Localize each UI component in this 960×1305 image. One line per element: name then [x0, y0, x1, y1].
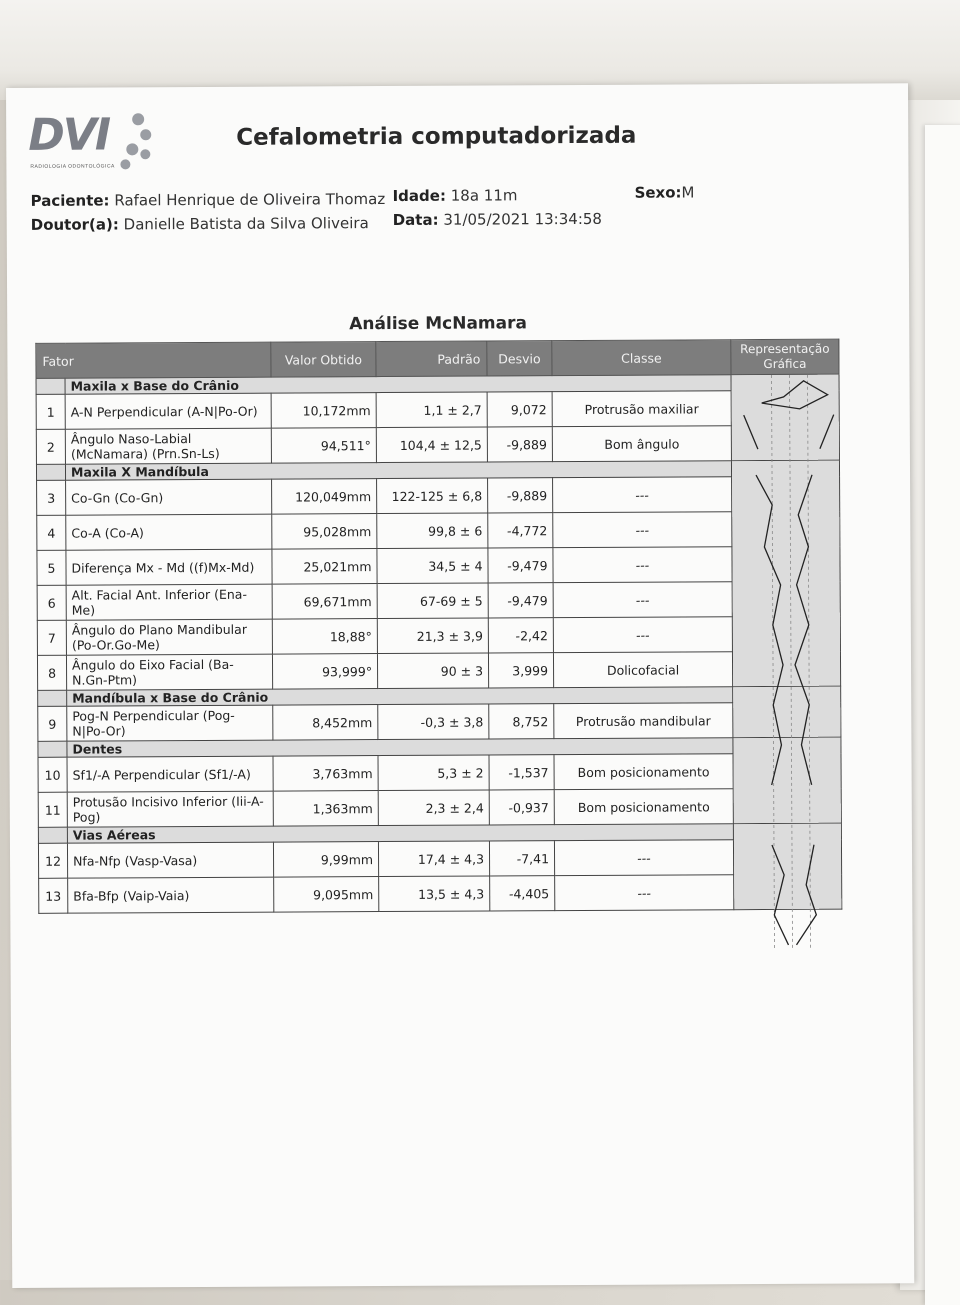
row-fator: Ângulo Naso-Labial (McNamara) (Prn.Sn-Ls)	[65, 428, 271, 464]
row-classe: ---	[553, 477, 732, 513]
date-line	[393, 210, 602, 229]
section-title: Maxila x Base do Crânio	[65, 375, 731, 394]
row-valor: 10,172mm	[271, 393, 376, 429]
logo-dot	[132, 113, 144, 125]
date-label: Data:	[392, 210, 439, 229]
row-number: 9	[38, 706, 67, 741]
row-desvio: -9,479	[488, 548, 553, 583]
col-valor: Valor Obtido	[271, 342, 376, 378]
table-row	[37, 581, 840, 620]
section-title: Dentes	[67, 738, 733, 757]
row-valor: 25,021mm	[272, 549, 377, 585]
row-number: 12	[38, 843, 67, 878]
col-padrao: Padrão	[376, 341, 487, 377]
table-row	[39, 874, 842, 913]
row-number: 11	[38, 792, 67, 827]
doctor-line	[31, 214, 369, 234]
table-row	[38, 753, 841, 792]
report-page	[6, 83, 914, 1288]
table-row	[38, 702, 841, 741]
col-desvio: Desvio	[487, 341, 552, 376]
table-row	[37, 511, 840, 550]
row-classe: Bom posicionamento	[554, 754, 733, 790]
dvi-logo	[28, 105, 158, 178]
sex-label: Sexo:	[634, 183, 682, 202]
row-fator: Nfa-Nfp (Vasp-Vasa)	[67, 842, 273, 878]
row-classe: ---	[553, 582, 732, 618]
logo-dot	[120, 159, 130, 169]
row-fator: Sf1/-A Perpendicular (Sf1/-A)	[67, 756, 273, 792]
reference-lines	[772, 375, 811, 950]
row-valor: 3,763mm	[273, 756, 378, 792]
row-padrao: 2,3 ± 2,4	[378, 790, 489, 826]
analysis-title: Análise McNamara	[349, 313, 527, 335]
row-valor: 9,095mm	[274, 877, 379, 913]
row-classe: Bom posicionamento	[554, 789, 733, 825]
row-number: 2	[36, 429, 65, 464]
document-title: Cefalometria computadorizada	[236, 122, 637, 151]
row-classe: ---	[554, 840, 733, 876]
row-fator: A-N Perpendicular (A-N|Po-Or)	[65, 393, 271, 429]
col-classe: Classe	[552, 340, 731, 376]
row-valor: 18,88°	[272, 619, 377, 655]
sex-value: M	[681, 183, 695, 202]
row-classe: ---	[553, 512, 732, 548]
row-valor: 94,511°	[271, 428, 376, 464]
row-number: 4	[37, 515, 66, 550]
row-valor: 8,452mm	[273, 705, 378, 741]
table-row	[37, 546, 840, 585]
logo-dot	[140, 129, 151, 140]
age-value: 18a 11m	[450, 186, 518, 205]
row-padrao: 99,8 ± 6	[377, 513, 488, 549]
patient-name: Rafael Henrique de Oliveira Thomaz	[114, 190, 386, 210]
row-fator: Ângulo do Eixo Facial (Ba-N.Gn-Ptm)	[66, 654, 272, 690]
row-padrao: 5,3 ± 2	[378, 755, 489, 791]
row-desvio: -9,479	[488, 583, 553, 618]
doctor-name: Danielle Batista da Silva Oliveira	[123, 214, 369, 234]
row-desvio: -1,537	[489, 755, 554, 790]
row-fator: Alt. Facial Ant. Inferior (Ena-Me)	[66, 584, 272, 620]
logo-subtitle: RADIOLOGIA ODONTOLÓGICA	[30, 163, 115, 170]
sex-line	[635, 183, 695, 201]
row-desvio: -2,42	[488, 618, 553, 653]
row-valor: 1,363mm	[273, 791, 378, 827]
row-fator: Bfa-Bfp (Vaip-Vaia)	[68, 877, 274, 913]
row-number: 5	[37, 550, 66, 585]
row-number: 13	[39, 878, 68, 913]
row-padrao: 21,3 ± 3,9	[377, 618, 488, 654]
row-desvio: 9,072	[487, 392, 552, 427]
row-desvio: -9,889	[488, 478, 553, 513]
row-desvio: 3,999	[488, 653, 553, 688]
profile-line	[744, 415, 758, 449]
date-value: 31/05/2021 13:34:58	[443, 209, 602, 229]
row-desvio: -0,937	[489, 790, 554, 825]
age-line	[393, 186, 518, 205]
row-padrao: 1,1 ± 2,7	[376, 392, 487, 428]
table-row	[37, 476, 840, 515]
row-padrao: 104,4 ± 12,5	[376, 427, 487, 463]
row-classe: Dolicofacial	[553, 652, 732, 688]
section-title: Vias Aéreas	[67, 824, 733, 843]
row-desvio: 8,752	[489, 704, 554, 739]
row-number: 1	[36, 394, 65, 429]
row-fator: Co-Gn (Co-Gn)	[66, 479, 272, 515]
row-padrao: 122-125 ± 6,8	[377, 478, 488, 514]
background-sheet-2	[925, 125, 960, 1305]
graphic-representation	[742, 375, 841, 955]
col-grafica: Representação Gráfica	[731, 339, 839, 375]
table-header-row	[36, 339, 839, 378]
section-title: Mandíbula x Base do Crânio	[67, 687, 733, 706]
profile-line	[820, 415, 834, 449]
row-valor: 9,99mm	[273, 842, 378, 878]
profile-line	[756, 475, 784, 785]
mcnamara-table	[35, 339, 842, 914]
row-classe: Protrusão mandibular	[554, 703, 733, 739]
row-padrao: 67-69 ± 5	[377, 583, 488, 619]
row-valor: 93,999°	[272, 654, 377, 690]
section-title: Maxila X Mandíbula	[65, 461, 731, 480]
row-number: 10	[38, 757, 67, 792]
row-classe: ---	[553, 617, 732, 653]
row-desvio: -4,772	[488, 513, 553, 548]
row-valor: 120,049mm	[272, 479, 377, 515]
row-number: 8	[37, 655, 66, 690]
reference-line	[790, 375, 793, 950]
profile-line	[794, 475, 814, 785]
reference-line	[772, 375, 775, 950]
table-row	[38, 788, 841, 827]
row-classe: ---	[553, 547, 732, 583]
row-padrao: -0,3 ± 3,8	[378, 704, 489, 740]
table-row	[38, 839, 841, 878]
row-desvio: -7,41	[489, 841, 554, 876]
patient-label: Paciente:	[30, 191, 110, 210]
row-number: 6	[37, 585, 66, 620]
row-desvio: -9,889	[487, 427, 552, 462]
row-fator: Co-A (Co-A)	[66, 514, 272, 550]
row-fator: Diferença Mx - Md ((f)Mx-Md)	[66, 549, 272, 585]
row-valor: 95,028mm	[272, 514, 377, 550]
table-row	[37, 651, 840, 690]
row-valor: 69,671mm	[272, 584, 377, 620]
age-label: Idade:	[392, 186, 446, 205]
row-padrao: 90 ± 3	[377, 653, 488, 689]
patient-line	[31, 190, 386, 210]
doctor-label: Doutor(a):	[30, 215, 119, 234]
row-padrao: 17,4 ± 4,3	[378, 841, 489, 877]
row-fator: Ângulo do Plano Mandibular (Po-Or.Go-Me)	[66, 619, 272, 655]
row-number: 3	[37, 480, 66, 515]
logo-dot	[140, 149, 150, 159]
table-row	[36, 390, 839, 429]
row-padrao: 13,5 ± 4,3	[379, 876, 490, 912]
row-classe: Protrusão maxiliar	[552, 391, 731, 427]
row-padrao: 34,5 ± 4	[377, 548, 488, 584]
row-classe: ---	[555, 875, 734, 911]
row-fator: Protusão Incisivo Inferior (Iii-A-Pog)	[67, 791, 273, 827]
table-row	[36, 425, 839, 464]
profile-line	[796, 845, 817, 945]
col-fator: Fator	[36, 342, 271, 378]
row-fator: Pog-N Perpendicular (Pog-N|Po-Or)	[67, 705, 273, 741]
logo-dot	[126, 143, 138, 155]
row-classe: Bom ângulo	[552, 426, 731, 462]
row-number: 7	[37, 620, 66, 655]
logo-text: DVI	[28, 109, 110, 161]
row-desvio: -4,405	[490, 876, 555, 911]
table-row	[37, 616, 840, 655]
